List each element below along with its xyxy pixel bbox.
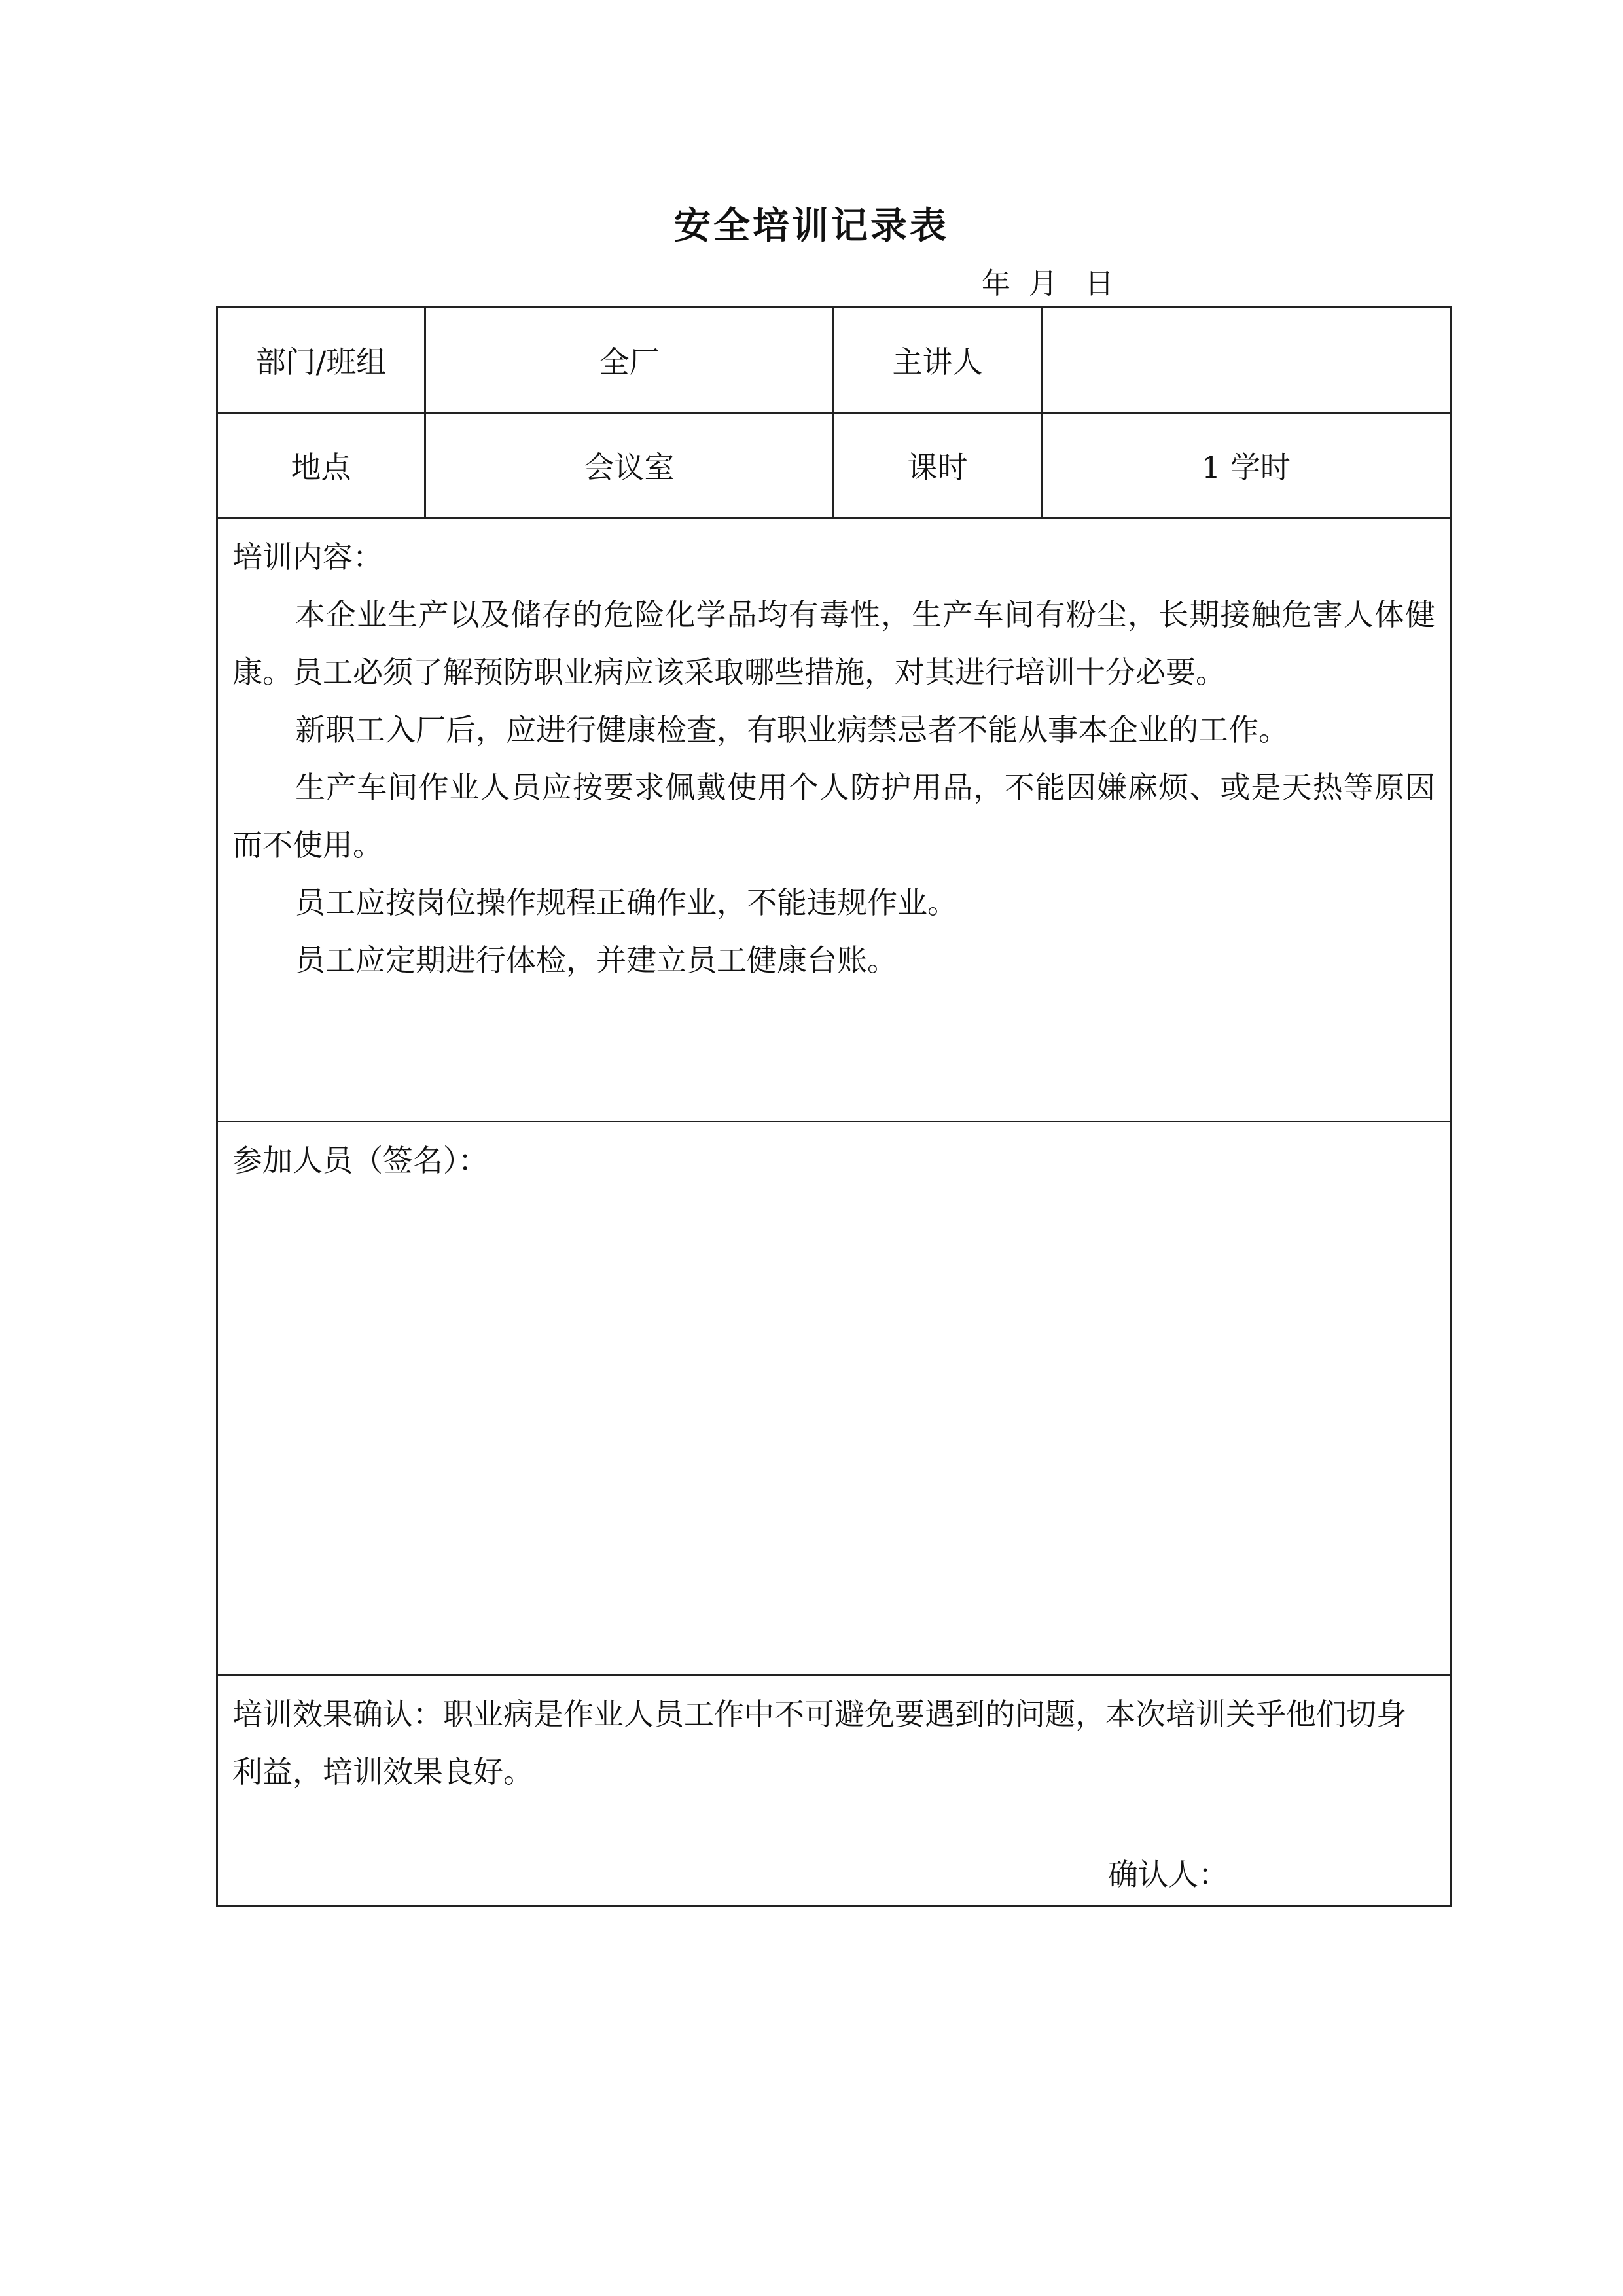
confirmer-label: 确认人： (1108, 1857, 1228, 1892)
location-label: 地点 (218, 414, 426, 517)
content-paragraph: 员工应定期进行体检，并建立员工健康台账。 (295, 942, 897, 978)
class-hours-label: 课时 (834, 414, 1043, 517)
date-line: 年 月 日 (982, 267, 1114, 300)
training-content-section (218, 519, 1450, 1122)
content-paragraph: 本企业生产以及储存的危险化学品均有毒性，生产车间有粉尘，长期接触危害人体健康。员工必须了解预防职业病应该采取哪些措施，对其进行培训十分必要。 (232, 597, 1435, 690)
training-content-label: 培训内容： (232, 539, 383, 575)
training-effect-text: 培训效果确认：职业病是作业人员工作中不可避免要遇到的问题，本次培训关乎他们切身利益，培训效果良好。 (232, 1696, 1406, 1789)
header-row-2 (218, 414, 1450, 519)
content-paragraph: 员工应按岗位操作规程正确作业，不能违规作业。 (295, 885, 957, 920)
attendees-label: 参加人员（签名）： (232, 1143, 488, 1178)
location-value: 会议室 (426, 414, 834, 517)
training-record-form (216, 306, 1452, 1907)
lecturer-label: 主讲人 (834, 308, 1043, 412)
department-label: 部门/班组 (218, 308, 426, 412)
attendees-signature-section (218, 1122, 1450, 1676)
class-hours-value: 1 学时 (1202, 450, 1291, 485)
content-paragraph: 新职工入厂后，应进行健康检查，有职业病禁忌者不能从事本企业的工作。 (295, 712, 1289, 747)
content-paragraph: 生产车间作业人员应按要求佩戴使用个人防护用品，不能因嫌麻烦、或是天热等原因而不使用。 (232, 770, 1435, 863)
header-row-1 (218, 308, 1450, 414)
department-value: 全厂 (426, 308, 834, 412)
lecturer-value (1043, 308, 1450, 412)
page-title: 安全培训记录表 (674, 204, 949, 247)
training-effect-section (218, 1676, 1450, 1905)
